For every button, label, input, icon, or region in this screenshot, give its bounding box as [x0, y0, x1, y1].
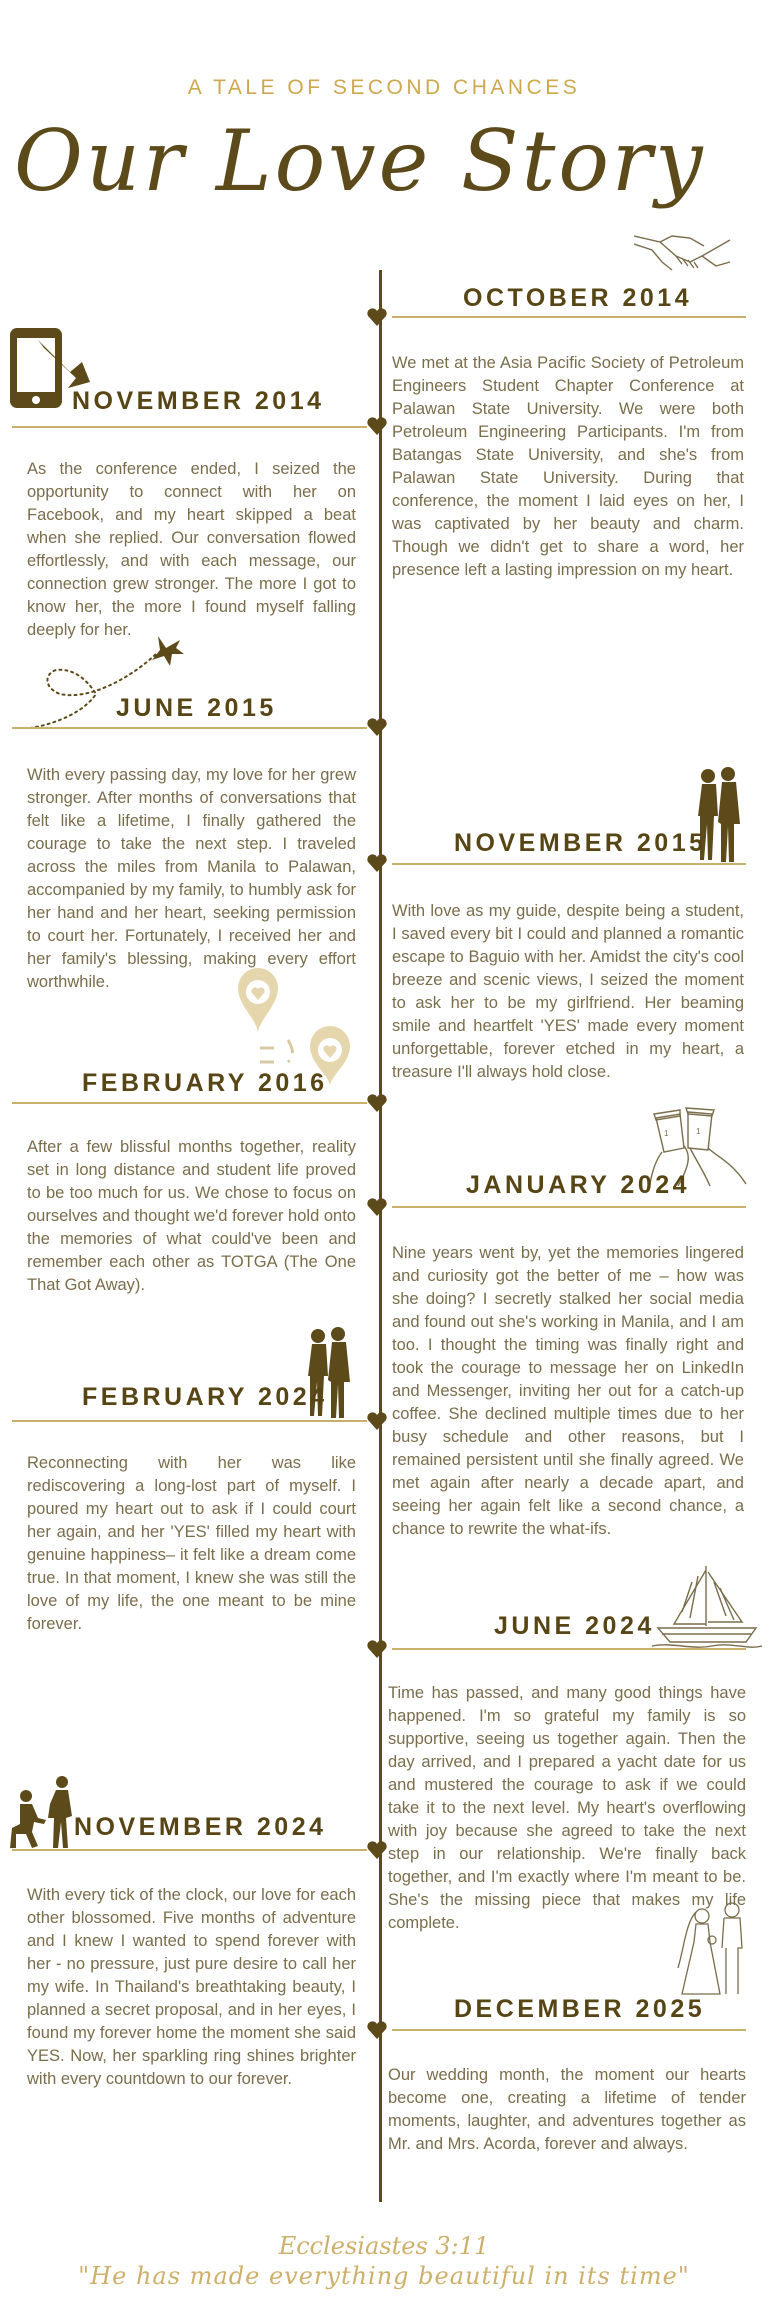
- timeline-text: With every tick of the clock, our love for each other blossomed. Five months of adventure and I knew I wanted to spend forever with her - no pressure, just pure desire to call her my wife. In Thailand's breathtaking beauty, I planned a secret proposal, and in her eyes, I found my forever home the moment she said YES. Now, her sparkling ring shines brighter with every countdown to our forever.: [27, 1886, 356, 2088]
- page-title: Our Love Story: [14, 112, 706, 210]
- timeline-text: Nine years went by, yet the memories lingered and curiosity got the better of me – how was she doing? I secretly stalked her social media and found out she's working in Manila, and I am too. I thought the timing was finally right and took the courage to message her on LinkedIn and Messenger, inviting her out for a catch-up coffee. She declined multiple times due to her busy schedule and other reasons, but I remained persistent until she finally agreed. We met again after nearly a decade apart, and seeing her again felt like a second chance, a chance to rewrite the what-ifs.: [392, 1244, 744, 1538]
- timeline-text: With love as my guide, despite being a student, I saved every bit I could and planned a romantic escape to Baguio with her. Amidst the city's cool breeze and scenic views, I seized the moment to ask her to be my girlfriend. Her beaming smile and heartfelt 'YES' made every moment unforgettable, forever etched in my heart, a treasure I'll always hold close.: [392, 902, 744, 1081]
- timeline-date: FEBRUARY 2016: [82, 1069, 328, 1097]
- timeline-connector: [12, 1420, 367, 1422]
- timeline-text: With every passing day, my love for her grew stronger. After months of conversations that felt like a lifetime, I finally gathered the courage to take the next step. I traveled across the miles from Manila to Palawan, accompanied by my family, to humbly ask for her hand and her heart, seeking permission to court her. Fortunately, I received her and her family's blessing, making every effort worthwhile.: [27, 766, 356, 991]
- heart-marker-icon: [366, 716, 388, 738]
- handshake-icon: [632, 222, 732, 284]
- timeline-connector: [392, 1648, 746, 1650]
- timeline-spine: [379, 270, 382, 2202]
- heart-marker-icon: [366, 1839, 388, 1861]
- timeline-connector: [12, 1102, 367, 1104]
- heart-marker-icon: [366, 415, 388, 437]
- yacht-icon: [652, 1562, 762, 1648]
- heart-marker-icon: [366, 306, 388, 328]
- timeline-text: Time has passed, and many good things have happened. I'm so grateful my family is so supportive, seeing us together again. Then the day arrived, and I prepared a yacht date for us and mustered the courage to ask if we could take it to the next level. My heart's overflowing with joy because she agreed to take the next step in our relationship. We're finally back together, and I'm exactly where I'm meant to be. She's the missing piece that makes my life complete.: [388, 1684, 746, 1932]
- timeline-date: JUNE 2015: [116, 694, 277, 722]
- heart-marker-icon: [366, 1410, 388, 1432]
- timeline-connector: [392, 1206, 746, 1208]
- heart-marker-icon: [366, 2019, 388, 2041]
- timeline-date: NOVEMBER 2015: [454, 829, 707, 857]
- timeline-date: FEBRUARY 2024: [82, 1383, 328, 1411]
- heart-marker-icon: [366, 852, 388, 874]
- timeline-date: OCTOBER 2014: [463, 284, 693, 312]
- timeline-text: As the conference ended, I seized the opportunity to connect with her on Facebook, and my heart skipped a beat when she replied. Our conversation flowed effortlessly, and with each message, our connection grew stronger. The more I got to know her, the more I found myself falling deeply for her.: [27, 460, 356, 639]
- timeline-connector: [12, 426, 367, 428]
- timeline-text: Our wedding month, the moment our hearts become one, creating a lifetime of tender moments, laughter, and adventures together as Mr. and Mrs. Acorda, forever and always.: [388, 2066, 746, 2153]
- heart-marker-icon: [366, 1196, 388, 1218]
- heart-marker-icon: [366, 1092, 388, 1114]
- timeline-connector: [12, 1849, 367, 1851]
- tagline: A TALE OF SECOND CHANCES: [187, 76, 581, 99]
- timeline-text: We met at the Asia Pacific Society of Petroleum Engineers Student Chapter Conference at Palawan State University. We were both Petroleum Engineering Participants. I'm from Batangas State University, and she's from Palawan State University. During that conference, the moment I laid eyes on her, I was captivated by her beauty and charm. Though we didn't get to share a word, her presence left a lasting impression on my heart.: [392, 354, 744, 579]
- timeline-connector: [392, 863, 746, 865]
- timeline-date: JANUARY 2024: [466, 1171, 691, 1199]
- timeline-text: Reconnecting with her was like rediscovering a long-lost part of myself. I poured my heart out to ask if I could court her again, and her 'YES' filled my heart with genuine happiness– it felt like a dream come true. In that moment, I knew she was still the love of my life, the one meant to be mine forever.: [27, 1454, 356, 1633]
- location-hearts-icon: [232, 964, 366, 1086]
- timeline-connector: [12, 727, 367, 729]
- proposal-icon: [8, 1774, 78, 1850]
- verse-quote: "He has made everything beautiful in its time": [78, 2262, 690, 2290]
- wedding-couple-icon: [676, 1898, 760, 1998]
- verse-reference: Ecclesiastes 3:11: [278, 2232, 490, 2260]
- timeline-connector: [392, 316, 746, 318]
- svg-text:1: 1: [696, 1127, 701, 1136]
- timeline-connector: [392, 2029, 746, 2031]
- timeline-date: JUNE 2024: [494, 1612, 655, 1640]
- heart-marker-icon: [366, 1638, 388, 1660]
- svg-text:1: 1: [664, 1129, 669, 1138]
- timeline-date: DECEMBER 2025: [454, 1995, 706, 2023]
- timeline-date: NOVEMBER 2024: [74, 1813, 327, 1841]
- timeline-date: NOVEMBER 2014: [72, 387, 325, 415]
- timeline-text: After a few blissful months together, reality set in long distance and student life proved to be too much for us. We chose to focus on ourselves and thought we'd forever hold onto the memories of what could've been and remember each other as TOTGA (The One That Got Away).: [27, 1138, 356, 1294]
